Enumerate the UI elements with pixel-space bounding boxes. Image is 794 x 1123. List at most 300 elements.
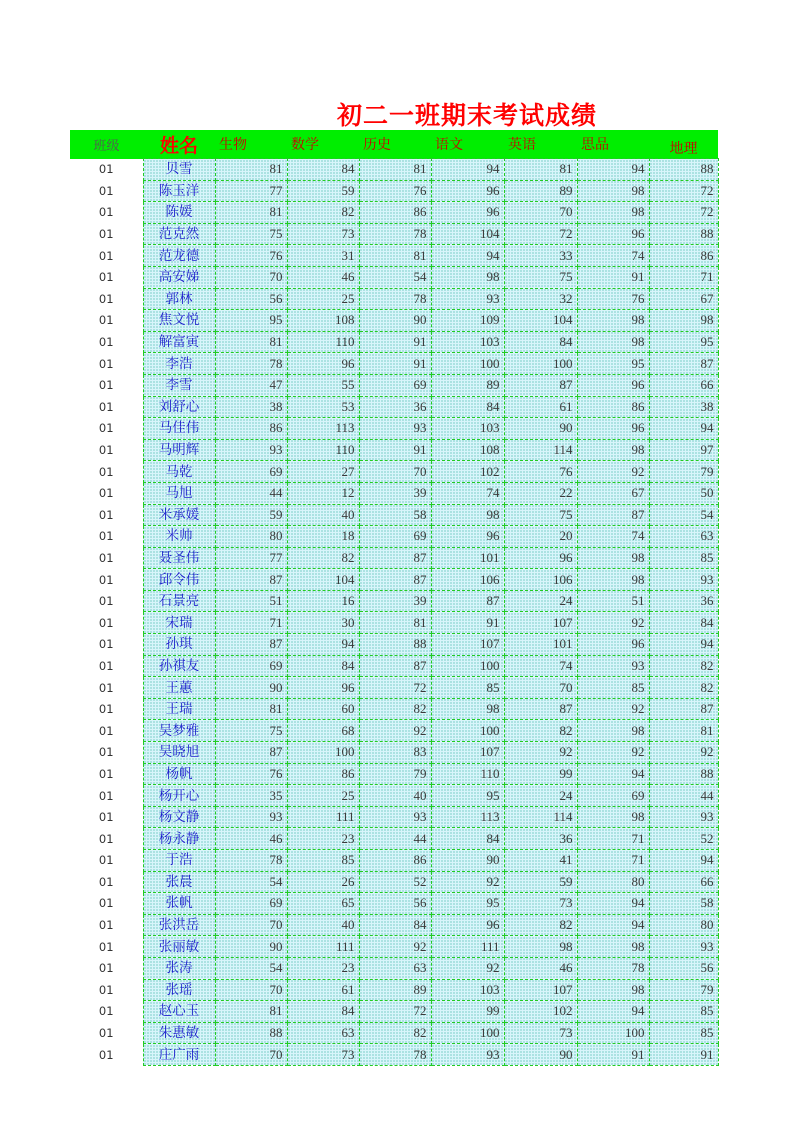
score-cell[interactable]: 81 [359,612,431,634]
score-cell[interactable]: 103 [431,331,504,353]
score-cell[interactable]: 93 [359,806,431,828]
header-geography[interactable]: 地理 [649,130,718,159]
score-cell[interactable]: 100 [431,1022,504,1044]
score-cell[interactable]: 85 [577,677,649,699]
score-cell[interactable]: 72 [504,223,577,245]
score-cell[interactable]: 98 [431,504,504,526]
score-cell[interactable]: 52 [649,828,718,850]
score-cell[interactable]: 98 [577,310,649,332]
student-name-cell[interactable]: 王蕙 [143,677,215,699]
header-history[interactable]: 历史 [359,130,431,159]
score-cell[interactable]: 98 [431,698,504,720]
score-cell[interactable]: 98 [577,936,649,958]
class-cell[interactable]: 01 [70,331,143,353]
student-name-cell[interactable]: 马明辉 [143,439,215,461]
score-cell[interactable]: 20 [504,526,577,548]
score-cell[interactable]: 91 [649,1044,718,1066]
score-cell[interactable]: 98 [577,547,649,569]
header-chinese[interactable]: 语文 [431,130,504,159]
score-cell[interactable]: 110 [431,763,504,785]
score-cell[interactable]: 24 [504,785,577,807]
score-cell[interactable]: 86 [359,850,431,872]
score-cell[interactable]: 87 [359,655,431,677]
score-cell[interactable]: 113 [287,418,359,440]
class-cell[interactable]: 01 [70,677,143,699]
score-cell[interactable]: 101 [504,634,577,656]
score-cell[interactable]: 23 [287,957,359,979]
score-cell[interactable]: 92 [359,936,431,958]
score-cell[interactable]: 81 [215,331,287,353]
score-cell[interactable]: 93 [431,288,504,310]
score-cell[interactable]: 99 [431,1001,504,1023]
score-cell[interactable]: 83 [359,742,431,764]
score-cell[interactable]: 82 [504,914,577,936]
score-cell[interactable]: 56 [649,957,718,979]
score-cell[interactable]: 25 [287,288,359,310]
score-cell[interactable]: 76 [504,461,577,483]
score-cell[interactable]: 18 [287,526,359,548]
score-cell[interactable]: 51 [577,590,649,612]
student-name-cell[interactable]: 米承媛 [143,504,215,526]
student-name-cell[interactable]: 邱令伟 [143,569,215,591]
score-cell[interactable]: 87 [504,698,577,720]
score-cell[interactable]: 103 [431,418,504,440]
score-cell[interactable]: 84 [287,655,359,677]
class-cell[interactable]: 01 [70,266,143,288]
score-cell[interactable]: 85 [649,1022,718,1044]
student-name-cell[interactable]: 李浩 [143,353,215,375]
score-cell[interactable]: 89 [431,374,504,396]
student-name-cell[interactable]: 张涛 [143,957,215,979]
student-name-cell[interactable]: 焦文悦 [143,310,215,332]
score-cell[interactable]: 33 [504,245,577,267]
header-math[interactable]: 数学 [287,130,359,159]
score-cell[interactable]: 110 [287,331,359,353]
score-cell[interactable]: 87 [359,547,431,569]
student-name-cell[interactable]: 马乾 [143,461,215,483]
student-name-cell[interactable]: 贝雪 [143,159,215,181]
score-cell[interactable]: 91 [577,266,649,288]
score-cell[interactable]: 87 [359,569,431,591]
class-cell[interactable]: 01 [70,1022,143,1044]
score-cell[interactable]: 98 [577,720,649,742]
score-cell[interactable]: 96 [577,418,649,440]
score-cell[interactable]: 66 [649,871,718,893]
score-cell[interactable]: 87 [215,569,287,591]
student-name-cell[interactable]: 张瑶 [143,979,215,1001]
score-cell[interactable]: 90 [359,310,431,332]
score-cell[interactable]: 61 [504,396,577,418]
header-biology[interactable]: 生物 [215,130,287,159]
class-cell[interactable]: 01 [70,698,143,720]
score-cell[interactable]: 82 [359,1022,431,1044]
score-cell[interactable]: 35 [215,785,287,807]
class-cell[interactable]: 01 [70,936,143,958]
score-cell[interactable]: 98 [577,202,649,224]
class-cell[interactable]: 01 [70,871,143,893]
score-cell[interactable]: 94 [577,914,649,936]
score-cell[interactable]: 36 [359,396,431,418]
score-cell[interactable]: 94 [431,159,504,181]
student-name-cell[interactable]: 张晨 [143,871,215,893]
score-cell[interactable]: 82 [649,655,718,677]
score-cell[interactable]: 82 [504,720,577,742]
score-cell[interactable]: 107 [504,612,577,634]
score-cell[interactable]: 108 [431,439,504,461]
score-cell[interactable]: 69 [359,526,431,548]
score-cell[interactable]: 85 [431,677,504,699]
score-cell[interactable]: 53 [287,396,359,418]
class-cell[interactable]: 01 [70,979,143,1001]
score-cell[interactable]: 75 [504,504,577,526]
score-cell[interactable]: 84 [287,1001,359,1023]
student-name-cell[interactable]: 宋瑞 [143,612,215,634]
score-cell[interactable]: 32 [504,288,577,310]
score-cell[interactable]: 107 [504,979,577,1001]
score-cell[interactable]: 81 [359,245,431,267]
score-cell[interactable]: 98 [649,310,718,332]
score-cell[interactable]: 74 [504,655,577,677]
score-cell[interactable]: 78 [577,957,649,979]
score-cell[interactable]: 90 [215,936,287,958]
score-cell[interactable]: 90 [504,1044,577,1066]
student-name-cell[interactable]: 赵心玉 [143,1001,215,1023]
score-cell[interactable]: 79 [359,763,431,785]
score-cell[interactable]: 97 [649,439,718,461]
student-name-cell[interactable]: 杨永静 [143,828,215,850]
score-cell[interactable]: 109 [431,310,504,332]
student-name-cell[interactable]: 解富寅 [143,331,215,353]
score-cell[interactable]: 92 [504,742,577,764]
class-cell[interactable]: 01 [70,396,143,418]
score-cell[interactable]: 96 [577,374,649,396]
score-cell[interactable]: 94 [649,634,718,656]
score-cell[interactable]: 93 [431,1044,504,1066]
score-cell[interactable]: 50 [649,482,718,504]
score-cell[interactable]: 95 [431,893,504,915]
score-cell[interactable]: 96 [287,677,359,699]
score-cell[interactable]: 59 [504,871,577,893]
score-cell[interactable]: 89 [504,180,577,202]
student-name-cell[interactable]: 郭林 [143,288,215,310]
score-cell[interactable]: 114 [504,439,577,461]
score-cell[interactable]: 87 [649,698,718,720]
score-cell[interactable]: 70 [215,979,287,1001]
student-name-cell[interactable]: 孙祺友 [143,655,215,677]
score-cell[interactable]: 82 [287,547,359,569]
student-name-cell[interactable]: 马佳伟 [143,418,215,440]
score-cell[interactable]: 38 [649,396,718,418]
header-morality[interactable]: 思品 [577,130,649,159]
score-cell[interactable]: 93 [649,936,718,958]
score-cell[interactable]: 100 [431,353,504,375]
score-cell[interactable]: 69 [215,655,287,677]
score-cell[interactable]: 98 [577,979,649,1001]
score-cell[interactable]: 98 [577,439,649,461]
score-cell[interactable]: 86 [359,202,431,224]
student-name-cell[interactable]: 聂圣伟 [143,547,215,569]
score-cell[interactable]: 40 [359,785,431,807]
student-name-cell[interactable]: 王瑞 [143,698,215,720]
score-cell[interactable]: 107 [431,634,504,656]
score-cell[interactable]: 91 [359,331,431,353]
score-cell[interactable]: 104 [287,569,359,591]
score-cell[interactable]: 67 [649,288,718,310]
student-name-cell[interactable]: 李雪 [143,374,215,396]
score-cell[interactable]: 90 [431,850,504,872]
student-name-cell[interactable]: 石景亮 [143,590,215,612]
class-cell[interactable]: 01 [70,482,143,504]
class-cell[interactable]: 01 [70,547,143,569]
score-cell[interactable]: 78 [215,353,287,375]
score-cell[interactable]: 99 [504,763,577,785]
score-cell[interactable]: 88 [649,763,718,785]
score-cell[interactable]: 58 [359,504,431,526]
score-cell[interactable]: 94 [577,763,649,785]
score-cell[interactable]: 106 [504,569,577,591]
score-cell[interactable]: 74 [431,482,504,504]
score-cell[interactable]: 94 [649,850,718,872]
score-cell[interactable]: 27 [287,461,359,483]
score-cell[interactable]: 71 [577,850,649,872]
score-cell[interactable]: 67 [577,482,649,504]
score-cell[interactable]: 84 [504,331,577,353]
student-name-cell[interactable]: 张洪岳 [143,914,215,936]
score-cell[interactable]: 104 [504,310,577,332]
score-cell[interactable]: 41 [504,850,577,872]
score-cell[interactable]: 56 [359,893,431,915]
student-name-cell[interactable]: 吴晓旭 [143,742,215,764]
score-cell[interactable]: 78 [359,1044,431,1066]
score-cell[interactable]: 108 [287,310,359,332]
class-cell[interactable]: 01 [70,612,143,634]
score-cell[interactable]: 92 [577,461,649,483]
score-cell[interactable]: 93 [215,806,287,828]
score-cell[interactable]: 40 [287,914,359,936]
class-cell[interactable]: 01 [70,223,143,245]
score-cell[interactable]: 111 [431,936,504,958]
score-cell[interactable]: 38 [215,396,287,418]
class-cell[interactable]: 01 [70,1044,143,1066]
score-cell[interactable]: 84 [359,914,431,936]
score-cell[interactable]: 71 [649,266,718,288]
score-cell[interactable]: 73 [287,1044,359,1066]
score-cell[interactable]: 96 [577,223,649,245]
class-cell[interactable]: 01 [70,634,143,656]
score-cell[interactable]: 44 [649,785,718,807]
score-cell[interactable]: 88 [649,159,718,181]
score-cell[interactable]: 114 [504,806,577,828]
score-cell[interactable]: 93 [359,418,431,440]
score-cell[interactable]: 52 [359,871,431,893]
header-class[interactable]: 班级 [70,130,143,159]
score-cell[interactable]: 58 [649,893,718,915]
score-cell[interactable]: 92 [577,742,649,764]
score-cell[interactable]: 30 [287,612,359,634]
score-cell[interactable]: 68 [287,720,359,742]
class-cell[interactable]: 01 [70,806,143,828]
score-cell[interactable]: 96 [431,526,504,548]
score-cell[interactable]: 87 [504,374,577,396]
score-cell[interactable]: 92 [649,742,718,764]
student-name-cell[interactable]: 孙琪 [143,634,215,656]
header-english[interactable]: 英语 [504,130,577,159]
score-cell[interactable]: 69 [215,893,287,915]
score-cell[interactable]: 92 [577,698,649,720]
score-cell[interactable]: 94 [577,1001,649,1023]
score-cell[interactable]: 100 [287,742,359,764]
score-cell[interactable]: 81 [504,159,577,181]
score-cell[interactable]: 71 [215,612,287,634]
class-cell[interactable]: 01 [70,245,143,267]
class-cell[interactable]: 01 [70,590,143,612]
score-cell[interactable]: 78 [215,850,287,872]
score-cell[interactable]: 96 [431,202,504,224]
score-cell[interactable]: 92 [431,871,504,893]
score-cell[interactable]: 93 [649,569,718,591]
score-cell[interactable]: 82 [649,677,718,699]
score-cell[interactable]: 95 [215,310,287,332]
score-cell[interactable]: 81 [649,720,718,742]
score-cell[interactable]: 77 [215,180,287,202]
score-cell[interactable]: 70 [504,202,577,224]
student-name-cell[interactable]: 朱惠敏 [143,1022,215,1044]
score-cell[interactable]: 54 [215,871,287,893]
score-cell[interactable]: 59 [287,180,359,202]
score-cell[interactable]: 76 [215,763,287,785]
score-cell[interactable]: 98 [577,331,649,353]
score-cell[interactable]: 69 [359,374,431,396]
score-cell[interactable]: 87 [431,590,504,612]
score-cell[interactable]: 102 [431,461,504,483]
class-cell[interactable]: 01 [70,850,143,872]
score-cell[interactable]: 36 [504,828,577,850]
class-cell[interactable]: 01 [70,310,143,332]
score-cell[interactable]: 103 [431,979,504,1001]
student-name-cell[interactable]: 张丽敏 [143,936,215,958]
score-cell[interactable]: 107 [431,742,504,764]
score-cell[interactable]: 72 [649,202,718,224]
score-cell[interactable]: 16 [287,590,359,612]
student-name-cell[interactable]: 陈玉洋 [143,180,215,202]
score-cell[interactable]: 84 [287,159,359,181]
class-cell[interactable]: 01 [70,914,143,936]
student-name-cell[interactable]: 范龙德 [143,245,215,267]
score-cell[interactable]: 84 [431,396,504,418]
class-cell[interactable]: 01 [70,720,143,742]
score-cell[interactable]: 85 [649,547,718,569]
score-cell[interactable]: 31 [287,245,359,267]
class-cell[interactable]: 01 [70,288,143,310]
score-cell[interactable]: 54 [359,266,431,288]
score-cell[interactable]: 94 [649,418,718,440]
student-name-cell[interactable]: 吴梦雅 [143,720,215,742]
score-cell[interactable]: 92 [359,720,431,742]
score-cell[interactable]: 80 [649,914,718,936]
score-cell[interactable]: 54 [215,957,287,979]
score-cell[interactable]: 39 [359,482,431,504]
score-cell[interactable]: 87 [215,742,287,764]
score-cell[interactable]: 87 [577,504,649,526]
score-cell[interactable]: 56 [215,288,287,310]
score-cell[interactable]: 98 [504,936,577,958]
score-cell[interactable]: 24 [504,590,577,612]
score-cell[interactable]: 54 [649,504,718,526]
score-cell[interactable]: 81 [359,159,431,181]
student-name-cell[interactable]: 杨开心 [143,785,215,807]
score-cell[interactable]: 100 [431,655,504,677]
score-cell[interactable]: 88 [215,1022,287,1044]
score-cell[interactable]: 87 [215,634,287,656]
score-cell[interactable]: 91 [359,439,431,461]
score-cell[interactable]: 94 [577,159,649,181]
score-cell[interactable]: 81 [215,1001,287,1023]
score-cell[interactable]: 95 [431,785,504,807]
class-cell[interactable]: 01 [70,655,143,677]
score-cell[interactable]: 110 [287,439,359,461]
score-cell[interactable]: 60 [287,698,359,720]
score-cell[interactable]: 59 [215,504,287,526]
student-name-cell[interactable]: 于浩 [143,850,215,872]
student-name-cell[interactable]: 庄广雨 [143,1044,215,1066]
header-name[interactable]: 姓名 [143,130,215,159]
score-cell[interactable]: 98 [577,180,649,202]
score-cell[interactable]: 71 [577,828,649,850]
score-cell[interactable]: 79 [649,979,718,1001]
score-cell[interactable]: 86 [215,418,287,440]
student-name-cell[interactable]: 张帆 [143,893,215,915]
student-name-cell[interactable]: 陈媛 [143,202,215,224]
score-cell[interactable]: 70 [215,266,287,288]
score-cell[interactable]: 72 [359,1001,431,1023]
score-cell[interactable]: 73 [287,223,359,245]
score-cell[interactable]: 55 [287,374,359,396]
score-cell[interactable]: 95 [649,331,718,353]
score-cell[interactable]: 82 [287,202,359,224]
score-cell[interactable]: 101 [431,547,504,569]
score-cell[interactable]: 111 [287,936,359,958]
score-cell[interactable]: 86 [287,763,359,785]
score-cell[interactable]: 75 [504,266,577,288]
score-cell[interactable]: 94 [287,634,359,656]
score-cell[interactable]: 98 [577,806,649,828]
score-cell[interactable]: 86 [577,396,649,418]
score-cell[interactable]: 39 [359,590,431,612]
score-cell[interactable]: 63 [649,526,718,548]
class-cell[interactable]: 01 [70,180,143,202]
score-cell[interactable]: 73 [504,893,577,915]
score-cell[interactable]: 76 [577,288,649,310]
score-cell[interactable]: 44 [215,482,287,504]
score-cell[interactable]: 88 [359,634,431,656]
score-cell[interactable]: 104 [431,223,504,245]
score-cell[interactable]: 87 [649,353,718,375]
score-cell[interactable]: 98 [577,569,649,591]
class-cell[interactable]: 01 [70,893,143,915]
student-name-cell[interactable]: 杨帆 [143,763,215,785]
score-cell[interactable]: 100 [431,720,504,742]
score-cell[interactable]: 85 [287,850,359,872]
class-cell[interactable]: 01 [70,374,143,396]
score-cell[interactable]: 96 [431,914,504,936]
score-cell[interactable]: 73 [504,1022,577,1044]
score-cell[interactable]: 82 [359,698,431,720]
class-cell[interactable]: 01 [70,418,143,440]
score-cell[interactable]: 23 [287,828,359,850]
class-cell[interactable]: 01 [70,504,143,526]
score-cell[interactable]: 66 [649,374,718,396]
score-cell[interactable]: 63 [359,957,431,979]
